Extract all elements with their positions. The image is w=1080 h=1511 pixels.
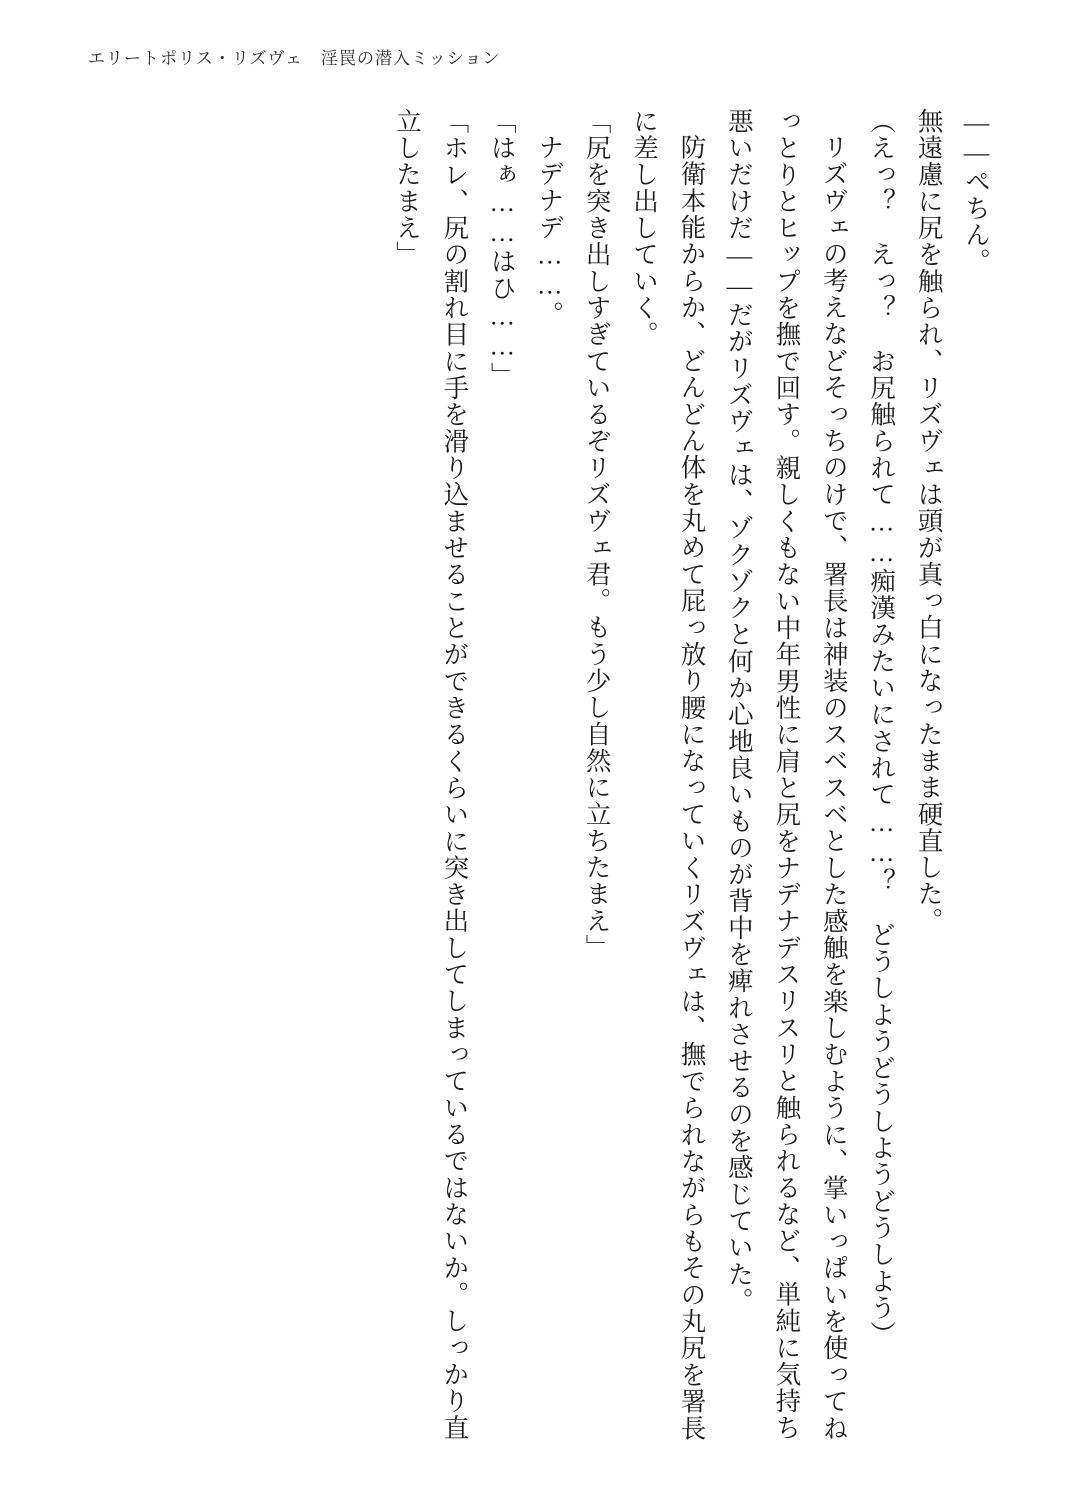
body-paragraph: 「はぁ……はひ……」 (487, 108, 517, 389)
body-paragraph: 防衛本能からか、どんどん体を丸めて屁っ放り腰になっていくリズヴェは、撫でられながらもその丸尻を署長に差し出していく。 (630, 108, 707, 1441)
body-paragraph: 無遠慮に尻を触られ、リズヴェは頭が真っ白になったまま硬直した。 (914, 108, 944, 935)
body-paragraph: リズヴェの考えなどそっちのけで、署長は神装のスベスベとした感触を楽しむように、掌いっぱいを使ってねっとりとヒップを撫で回す。親しくもない中年男性に肩と尻をナデナデスリスリと触られるなど、単純に気持ち悪いだけだ――だがリズヴェは、ゾクゾクと何か心地良いものが背中を痺れさせるのを感じていた。 (724, 108, 849, 1441)
body-paragraph: 「尻を突き出しすぎているぞリズヴェ君。もう少し自然に立ちたまえ」 (582, 108, 612, 961)
body-paragraph: （えっ？ えっ？ お尻触られて……痴漢みたいにされて……？ どうしようどうしようどうしよう） (867, 108, 897, 1348)
body-paragraph: ナデナデ……。 (535, 133, 565, 328)
body-paragraph: 「ホレ、尻の割れ目に手を滑り込ませることができるくらいに突き出してしまっているではないか。しっかり直立したまえ」 (392, 108, 470, 1441)
running-header: エリートポリス・リズヴェ 淫罠の潜入ミッション (88, 49, 501, 68)
body-paragraph: ――ぺちん。 (962, 108, 991, 275)
page-body (80, 108, 1000, 1441)
